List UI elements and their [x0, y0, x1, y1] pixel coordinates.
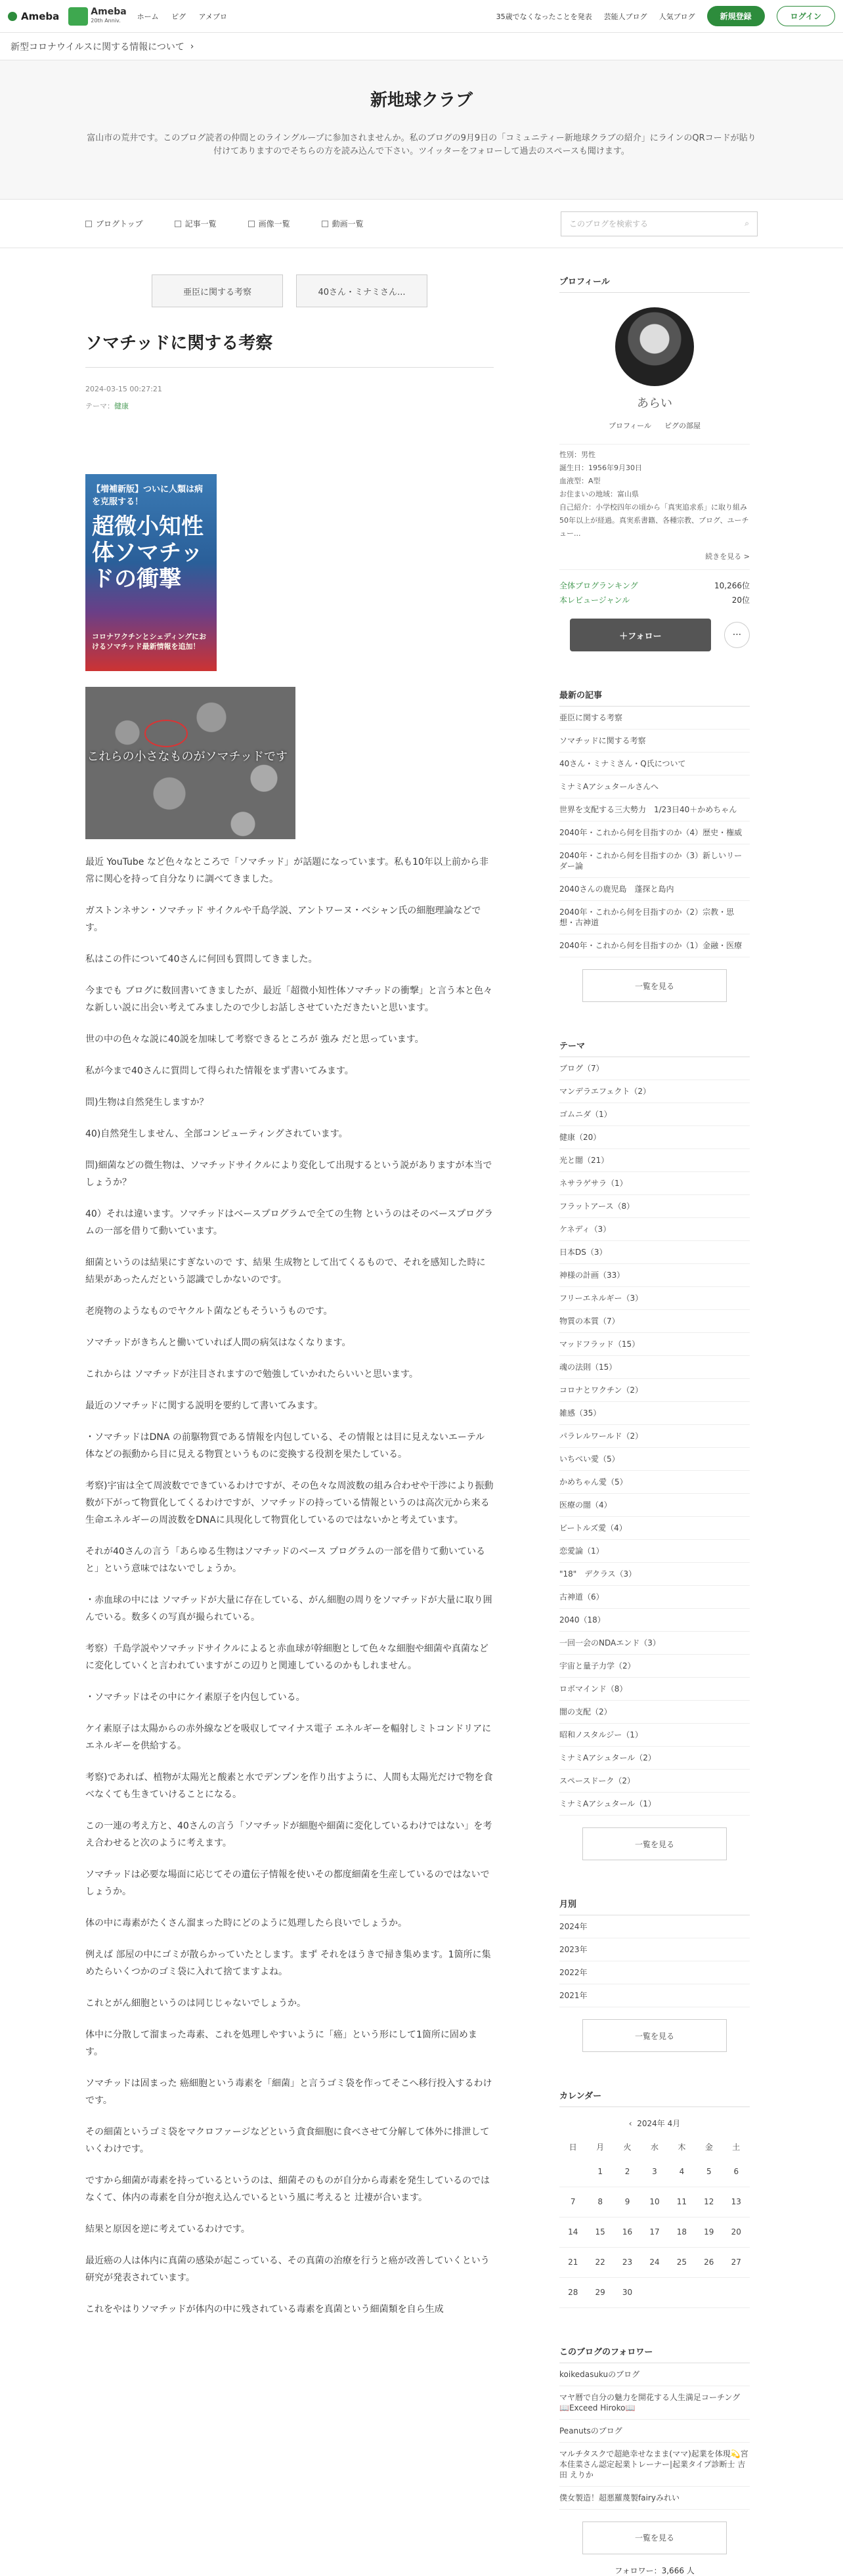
- theme-link[interactable]: マッドフラッド（15）: [559, 1333, 750, 1356]
- theme-link[interactable]: 光と闇（21）: [559, 1149, 750, 1172]
- login-button[interactable]: ログイン: [777, 6, 835, 26]
- calendar-day[interactable]: 26: [695, 2247, 722, 2277]
- recent-article-link[interactable]: 2040年・これから何を目指すのか（4）歴史・権威: [559, 821, 750, 844]
- followers-heading: このブログのフォロワー: [559, 2345, 750, 2363]
- calendar-day[interactable]: 13: [723, 2187, 750, 2217]
- next-article-link[interactable]: 40さん・ミナミさん...: [296, 274, 427, 307]
- calendar-day: [641, 2277, 668, 2307]
- calendar-day[interactable]: 8: [586, 2187, 613, 2217]
- article-paragraph: 今までも ブログに数回書いてきましたが、最近「超微小知性体ソマチッドの衝撃」と言う本と色々な新しい説に出会い考えてみましたので少しお話しさせていただきたいと思います。: [85, 986, 493, 1013]
- article-paragraph: 細菌というのは結果にすぎないので す、結果 生成物として出てくるもので、それを感知した時に結果があったんだという認識でしかないのです。: [85, 1257, 486, 1285]
- follower-link[interactable]: マヤ暦で自分の魅力を開花する人生満足コーチング📖Exceed Hiroko📖: [559, 2386, 750, 2420]
- article-paragraph: これからは ソマチッドが注目されますので勉強していかれたらいいと思います。: [85, 1369, 418, 1380]
- article-paragraph: 体中に分散して溜まった毒素、これを処理しやすいように「癌」という形にして1箇所に固めます。: [85, 2030, 477, 2057]
- calendar-day[interactable]: 2: [614, 2156, 641, 2187]
- article-paragraph: ・ソマチッドはその中にケイ素原子を内包している。: [85, 1692, 305, 1703]
- theme-link[interactable]: かめちゃん愛（5）: [559, 1471, 750, 1494]
- article-paragraph: 最近のソマチッドに関する説明を要約して書いてみます。: [85, 1401, 324, 1411]
- recent-list: [559, 707, 750, 957]
- profile-name[interactable]: あらい: [637, 397, 672, 410]
- calendar-day[interactable]: 28: [559, 2277, 586, 2307]
- article-paragraph: 最近癌の人は体内に真菌の感染が起こっている、その真菌の治療を行うと癌が改善していくという研究が発表されています。: [85, 2256, 490, 2283]
- article-paragraph: これとがん細胞というのは同じじゃないでしょうか。: [85, 1998, 306, 2009]
- global-nav: [137, 11, 238, 22]
- theme-heading: テーマ: [559, 1039, 750, 1057]
- article-paragraph: その細菌というゴミ袋をマクロファージなどという貪食細胞に食べさせて分解して体外に排泄していくわけです。: [85, 2127, 490, 2154]
- covid-notice[interactable]: 新型コロナウイルスに関する情報について ›: [0, 33, 843, 60]
- follower-list: [559, 2363, 750, 2510]
- weekday-label: 月: [596, 2142, 605, 2152]
- nav-pigg[interactable]: ピグ: [171, 12, 186, 21]
- chevron-right-icon: ›: [190, 41, 194, 52]
- rank-overall: 全体ブログランキング 10,266位: [559, 581, 750, 590]
- calendar-day[interactable]: 19: [695, 2217, 722, 2247]
- theme-link[interactable]: 2040（18）: [559, 1609, 750, 1632]
- recent-article-link[interactable]: 2040年・これから何を目指すのか（2）宗教・思想・古神道: [559, 901, 750, 934]
- recent-article-link[interactable]: 亜臣に関する考察: [559, 707, 750, 730]
- theme-link[interactable]: マンデラエフェクト（2）: [559, 1080, 750, 1103]
- topbar-link-popular[interactable]: 人気ブログ: [659, 12, 695, 21]
- calendar-day: [668, 2277, 695, 2307]
- theme-link[interactable]: ミナミAアシュタール（1）: [559, 1793, 750, 1816]
- calendar-day: [723, 2277, 750, 2307]
- prev-article-link[interactable]: 亜臣に関する考察: [152, 274, 283, 307]
- theme-link[interactable]: スペースドーク（2）: [559, 1770, 750, 1793]
- calendar-day[interactable]: 9: [614, 2187, 641, 2217]
- calendar-day: [559, 2156, 586, 2187]
- more-options-icon[interactable]: ···: [724, 622, 750, 648]
- article-paragraph: ケイ素原子は太陽からの赤外線などを吸収してマイナス電子 エネルギーを輻射しミトコンドリアにエネルギーを供給する。: [85, 1724, 492, 1751]
- calendar-day[interactable]: 12: [695, 2187, 722, 2217]
- article-paragraph: 老廃物のようなものでヤクルト菌などもそういうものです。: [85, 1306, 333, 1317]
- blog-header: [0, 60, 843, 200]
- theme-link[interactable]: 健康: [114, 402, 129, 410]
- recent-article-link[interactable]: 2040さんの鹿児島 蓬探と島内: [559, 878, 750, 901]
- article-title: ソマチッドに関する考察: [85, 330, 494, 368]
- article-meta: 2024-03-15 00:27:21 テーマ：健康: [85, 381, 494, 415]
- calendar-day[interactable]: 27: [723, 2247, 750, 2277]
- theme-link[interactable]: "18" デクラス（3）: [559, 1563, 750, 1586]
- weekday-label: 日: [569, 2142, 577, 2152]
- weekday-label: 水: [650, 2142, 659, 2152]
- calendar-day[interactable]: 16: [614, 2217, 641, 2247]
- recent-heading: 最新の記事: [559, 688, 750, 707]
- blog-search-input[interactable]: このブログを検索する ⌕: [561, 211, 758, 236]
- month-list: [559, 1915, 750, 2007]
- article-paragraph: 考察)であれば、植物が太陽光と酸素と水でデンプンを作り出すように、人間も太陽光だけで物を食べなくても生きていけることになる。: [85, 1772, 493, 1800]
- article-paragraph: ・ソマチッドはDNA の前駆物質である情報を内包している、その情報とは目に見えないエーテル体などの振動から目に見える物質というものに変換する役割を果たしている。: [85, 1432, 485, 1460]
- blog-title[interactable]: 新地球クラブ: [370, 91, 473, 110]
- article-paragraph: ソマチッドは固まった 癌細胞という毒素を「細菌」と言うゴミ袋を作ってそこへ移行投入するわけです。: [85, 2078, 492, 2106]
- profile-heading: プロフィール: [559, 274, 750, 293]
- theme-link[interactable]: 雑感（35）: [559, 1402, 750, 1425]
- article-paragraph: 40）それは違います。ソマチッドはベースプログラムで全ての生物 というのはそのベースプログラムの一部を借りて動いています。: [85, 1209, 494, 1236]
- theme-link[interactable]: フリーエネルギー（3）: [559, 1287, 750, 1310]
- rank-genre: 本レビュージャンル 20位: [559, 596, 750, 605]
- follower-link[interactable]: マルチタスクで超絶幸せなまま(ママ)起業を体現💫宮本佳菜さん認定起業トレーナー|起業タイプ診断士 吉田 えりか: [559, 2443, 750, 2487]
- calendar-day[interactable]: 10: [641, 2187, 668, 2217]
- theme-link[interactable]: 物質の本質（7）: [559, 1310, 750, 1333]
- article-paragraph: 最近 YouTube など色々なところで「ソマチッド」が話題になっています。私も10年以上前から非常に関心を持って自分なりに調べてきました。: [85, 857, 488, 884]
- highlight-circle: [144, 720, 188, 747]
- article-paragraph: 問)生物は自然発生しますか？: [85, 1097, 209, 1108]
- image-icon: [248, 221, 255, 227]
- month-heading: 月別: [559, 1897, 750, 1915]
- article-paragraph: この一連の考え方と、40さんの言う「ソマチッドが細胞や細菌に変化しているわけではない」を考え合わせると次のように考えます。: [85, 1821, 492, 1848]
- theme-link[interactable]: 昭和ノスタルジー（1）: [559, 1724, 750, 1747]
- list-icon: [175, 221, 181, 227]
- article-paragraph: 私が今まで40さんに質問して得られた情報をまず書いてみます。: [85, 1066, 354, 1076]
- theme-link[interactable]: パラレルワールド（2）: [559, 1425, 750, 1448]
- weekday-label: 金: [704, 2142, 713, 2152]
- article-pagenav: [85, 274, 494, 307]
- theme-link[interactable]: 闇の支配（2）: [559, 1701, 750, 1724]
- nav-ameblo[interactable]: アメブロ: [198, 12, 228, 21]
- calendar-day[interactable]: 11: [668, 2187, 695, 2217]
- theme-link[interactable]: コロナとワクチン（2）: [559, 1379, 750, 1402]
- weekday-label: 木: [678, 2142, 686, 2152]
- sidebar: [559, 248, 750, 2576]
- article-paragraph: 例えば 部屋の中にゴミが散らかっていたとします。まず それをほうきで掃き集めます。1箇所に集めたらいくつかのゴミ袋に入れて捨てますよね。: [85, 1950, 491, 1977]
- theme-link[interactable]: ネサラゲサラ（1）: [559, 1172, 750, 1195]
- article-paragraph: ソマチッドがきちんと働いていれば人間の病気はなくなります。: [85, 1338, 351, 1348]
- home-icon: [85, 221, 92, 227]
- theme-link[interactable]: 魂の法則（15）: [559, 1356, 750, 1379]
- theme-link[interactable]: フラットアース（8）: [559, 1195, 750, 1218]
- followers-see-all-button[interactable]: 一覧を見る: [582, 2521, 727, 2554]
- book-cover-image[interactable]: 【増補新版】ついに人類は病を克服する！ 超微小知性体ソマチッドの衝撃 コロナワクチンとシェディングにおけるソマチッド最新情報を追加！: [85, 474, 217, 671]
- article-paragraph: ですから細菌が毒素を持っているというのは、細菌そのものが自分から毒素を発生しているのではなくて、体内の毒素を自分が抱え込んでいるという風に考えると 辻褄が合います。: [85, 2175, 490, 2203]
- article-paragraph: 40)自然発生しません、全部コンピューティングされています。: [85, 1129, 348, 1139]
- follower-count: フォロワー：3,666 人: [615, 2565, 695, 2575]
- nav-home[interactable]: ホーム: [137, 12, 159, 21]
- calendar-day[interactable]: 23: [614, 2247, 641, 2277]
- calendar-day[interactable]: 15: [586, 2217, 613, 2247]
- calendar-day[interactable]: 6: [723, 2156, 750, 2187]
- theme-link[interactable]: 古神道（6）: [559, 1586, 750, 1609]
- ameba-logo[interactable]: Ameba: [8, 11, 59, 22]
- profile-info: 性別：男性 誕生日：1956年9月30日 血液型：A型 お住まいの地域：富山県 自己紹介：小学校四年の頃から「真実追求系」に取り組み50年以上が経過。真実系書籍、各種宗教、ブログ、ユーチュー...: [559, 444, 750, 540]
- article-paragraph: 私はこの件について40さんに何回も質問してきました。: [85, 954, 318, 965]
- follower-link[interactable]: Peanutsのブログ: [559, 2420, 750, 2443]
- month-link[interactable]: 2021年: [559, 1984, 750, 2007]
- follow-button[interactable]: ＋フォロー: [570, 619, 711, 651]
- 20th-logo-icon: [68, 7, 88, 26]
- pigg-room-link[interactable]: ピグの部屋: [664, 422, 701, 430]
- theme-link[interactable]: ビートルズ愛（4）: [559, 1517, 750, 1540]
- article-paragraph: それが40さんの言う「あらゆる生物はソマチッドのベース プログラムの一部を借りて動いていると」という意味ではないでしょうか。: [85, 1546, 486, 1574]
- month-link[interactable]: 2022年: [559, 1961, 750, 1984]
- article-paragraph: 体の中に毒素がたくさん溜まった時にどのように処理したら良いでしょうか。: [85, 1918, 407, 1929]
- theme-link[interactable]: 医療の闇（4）: [559, 1494, 750, 1517]
- blog-description: 富山市の荒井です。このブログ読者の仲間とのライングループに参加されませんか。私のブログの9月9日の「コミュニティー新地球クラブの紹介」にラインのQRコードが貼り付けてありますのでそちらの方を読み込んで下さい。ツイッターをフォローして過去のスペースも聞けます。: [87, 133, 756, 156]
- recent-article-link[interactable]: ソマチッドに関する考察: [559, 730, 750, 753]
- topbar-link-announcement[interactable]: 35歳でなくなったことを発表: [496, 12, 592, 21]
- theme-link[interactable]: 一回一会のNDAエンド（3）: [559, 1632, 750, 1655]
- theme-link[interactable]: ロボマインド（8）: [559, 1678, 750, 1701]
- theme-link[interactable]: ブログ（7）: [559, 1057, 750, 1080]
- recent-see-all-button[interactable]: 一覧を見る: [582, 969, 727, 1002]
- calendar-day[interactable]: 21: [559, 2247, 586, 2277]
- calendar-day[interactable]: 18: [668, 2217, 695, 2247]
- theme-link[interactable]: いちべい愛（5）: [559, 1448, 750, 1471]
- calendar-day: [695, 2277, 722, 2307]
- calendar-day[interactable]: 29: [586, 2277, 613, 2307]
- theme-link[interactable]: 宇宙と量子力学（2）: [559, 1655, 750, 1678]
- theme-link[interactable]: 神様の計画（33）: [559, 1264, 750, 1287]
- register-button[interactable]: 新規登録: [707, 6, 765, 26]
- menu-entry-list[interactable]: 記事一覧: [175, 218, 217, 229]
- topbar-link-celebrity[interactable]: 芸能人ブログ: [603, 12, 647, 21]
- article: [85, 248, 494, 2576]
- ameba-logo-icon: [8, 12, 17, 21]
- article-paragraph: 考察）千島学説やソマチッドサイクルによると赤血球が幹細胞として色々な細胞や細菌や真菌などに変化していくと言われていますがこの辺りと関連しているのかもしれません。: [85, 1644, 488, 1671]
- calendar-month: 2024年 4月: [637, 2119, 681, 2128]
- calendar-day[interactable]: 1: [586, 2156, 613, 2187]
- month-link[interactable]: 2023年: [559, 1938, 750, 1961]
- profile-link[interactable]: プロフィール: [609, 422, 651, 430]
- article-paragraph: 世の中の色々な説に40説を加味して考察できるところが 強み だと思っています。: [85, 1034, 424, 1045]
- article-paragraph: 結果と原因を逆に考えているわけです。: [85, 2224, 250, 2235]
- article-body: [85, 854, 494, 2318]
- search-icon[interactable]: ⌕: [745, 219, 749, 228]
- recent-article-link[interactable]: 2040年・これから何を目指すのか（1）金融・医療: [559, 934, 750, 957]
- menu-video-list[interactable]: 動画一覧: [322, 218, 364, 229]
- article-paragraph: 問)細菌などの微生物は、ソマチッドサイクルにより変化して出現するという説がありますが本当でしょうか？: [85, 1160, 492, 1188]
- calendar-day[interactable]: 5: [695, 2156, 722, 2187]
- recent-article-link[interactable]: 2040年・これから何を目指すのか（3）新しいリーダー論: [559, 844, 750, 878]
- follower-link[interactable]: koikedasukuのブログ: [559, 2363, 750, 2386]
- calendar-day[interactable]: 17: [641, 2217, 668, 2247]
- blog-menubar: [0, 200, 843, 248]
- calendar-day[interactable]: 4: [668, 2156, 695, 2187]
- article-paragraph: 考察)宇宙は全て周波数でできているわけですが、その色々な周波数の組み合わせや干渉により振動数が下がって物質化してくるわけですが、ソマチッドの持っている情報というのは高次元から来る生命エネルギーの周波数をDNAに具現化して物質化しているのではないかと考えています。: [85, 1481, 494, 1525]
- follower-link[interactable]: 僕女製造！超悪羅蔑製fairyみれい: [559, 2487, 750, 2510]
- calendar-day[interactable]: 3: [641, 2156, 668, 2187]
- calendar-day[interactable]: 30: [614, 2277, 641, 2307]
- weekday-label: 火: [623, 2142, 632, 2152]
- calendar-day[interactable]: 14: [559, 2217, 586, 2247]
- calendar-day[interactable]: 22: [586, 2247, 613, 2277]
- theme-list: [559, 1057, 750, 1816]
- avatar[interactable]: [615, 307, 694, 386]
- article-date: 2024-03-15 00:27:21: [85, 385, 162, 393]
- ameba-20th-logo[interactable]: Ameba 20th Anniv.: [68, 7, 126, 26]
- theme-link[interactable]: ミナミAアシュタール（2）: [559, 1747, 750, 1770]
- month-link[interactable]: 2024年: [559, 1915, 750, 1938]
- microscope-image[interactable]: これらの小さなものがソマチッドです: [85, 687, 295, 839]
- calendar-day[interactable]: 20: [723, 2217, 750, 2247]
- article-paragraph: ・赤血球の中には ソマチッドが大量に存在している、がん細胞の周りをソマチッドが大量に取り囲んでいる。数多くの写真が撮られている。: [85, 1595, 492, 1623]
- article-paragraph: これをやはりソマチッドが体内の中に残されている毒素を真菌という細菌類を自ら生成: [85, 2304, 444, 2315]
- calendar: [559, 2118, 750, 2308]
- calendar-heading: カレンダー: [559, 2089, 750, 2107]
- calendar-day[interactable]: 25: [668, 2247, 695, 2277]
- weekday-label: 土: [732, 2142, 741, 2152]
- menu-image-list[interactable]: 画像一覧: [248, 218, 290, 229]
- month-see-all-button[interactable]: 一覧を見る: [582, 2019, 727, 2052]
- article-paragraph: ソマチッドは必要な場面に応じてその遺伝子情報を使いその都度細菌を生産しているのではないでしょうか。: [85, 1869, 490, 1897]
- recent-article-link[interactable]: 40さん・ミナミさん・Q氏について: [559, 753, 750, 775]
- theme-link[interactable]: 健康（20）: [559, 1126, 750, 1149]
- menu-blog-top[interactable]: ブログトップ: [85, 218, 143, 229]
- global-topbar: [0, 0, 843, 33]
- theme-link[interactable]: ゴムニダ（1）: [559, 1103, 750, 1126]
- recent-article-link[interactable]: 世界を支配する三大勢力 1/23日40＋かめちゃん: [559, 798, 750, 821]
- video-icon: [322, 221, 328, 227]
- prev-month-icon[interactable]: ‹: [628, 2119, 632, 2128]
- calendar-day[interactable]: 7: [559, 2187, 586, 2217]
- theme-link[interactable]: 恋愛論（1）: [559, 1540, 750, 1563]
- theme-link[interactable]: 日本DS（3）: [559, 1241, 750, 1264]
- recent-article-link[interactable]: ミナミAアシュタールさんへ: [559, 775, 750, 798]
- theme-link[interactable]: ケネディ（3）: [559, 1218, 750, 1241]
- article-paragraph: ガストンネサン・ソマチッド サイクルや千島学説、アントワーヌ・ベシャン氏の細胞理論などです。: [85, 906, 481, 933]
- profile-more-link[interactable]: 続きを見る >: [559, 551, 750, 570]
- theme-see-all-button[interactable]: 一覧を見る: [582, 1827, 727, 1860]
- calendar-day[interactable]: 24: [641, 2247, 668, 2277]
